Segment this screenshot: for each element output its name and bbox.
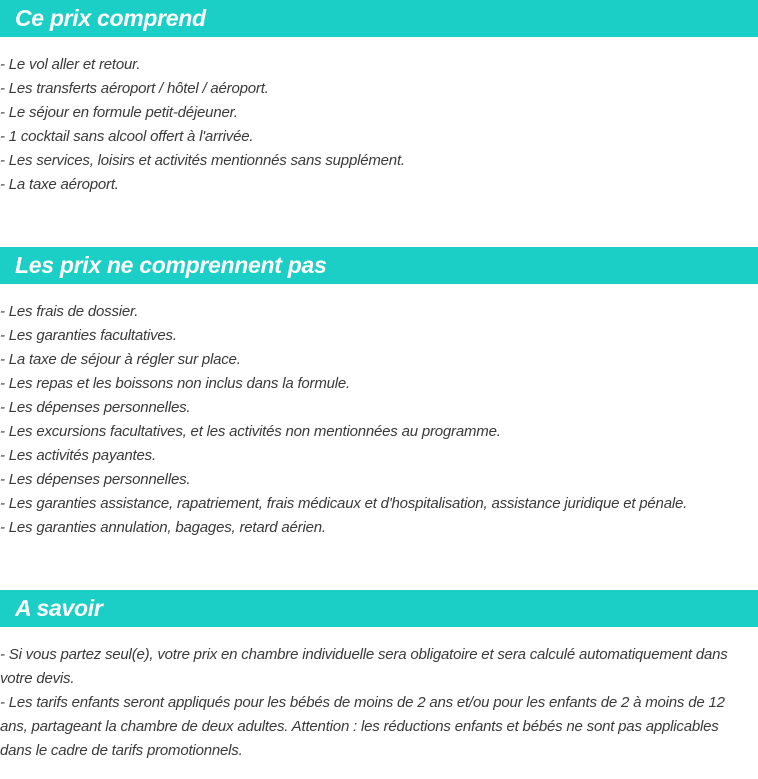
list-item: - Les activités payantes. [0,447,156,464]
info-paragraph-child-rates: - Les tarifs enfants seront appliqués pour les bébés de moins de 2 ans et/ou pour les enfants de 2 à moins de 12 ans, partageant la chambre de deux adultes. Attention : les réductions enfants et bébés ne sont pas applicables dans le cadre de tarifs promotionnels. [0,694,725,759]
list-item: - Les garanties facultatives. [0,327,177,344]
section-title-info: A savoir [0,590,758,627]
list-item: - Les garanties annulation, bagages, retard aérien. [0,519,326,536]
included-list [0,53,758,197]
list-item: - La taxe aéroport. [0,176,119,193]
list-item: - Les dépenses personnelles. [0,399,191,416]
section-title-excluded: Les prix ne comprennent pas [0,247,758,284]
section-title-included: Ce prix comprend [0,0,758,37]
list-item: - Les repas et les boissons non inclus dans la formule. [0,375,351,392]
list-item: - Les dépenses personnelles. [0,471,191,488]
list-item: - Les excursions facultatives, et les activités non mentionnées au programme. [0,423,501,440]
list-item: - La taxe de séjour à régler sur place. [0,351,241,368]
list-item: - 1 cocktail sans alcool offert à l'arrivée. [0,128,254,145]
list-item: - Le séjour en formule petit-déjeuner. [0,104,238,121]
list-item: - Les transferts aéroport / hôtel / aéroport. [0,80,269,97]
list-item: - Les frais de dossier. [0,303,139,320]
list-item: - Le vol aller et retour. [0,56,141,73]
info-paragraph-single-room: - Si vous partez seul(e), votre prix en chambre individuelle sera obligatoire et sera calculé automatiquement dans votre devis. [0,646,728,687]
list-item: - Les garanties assistance, rapatriement, frais médicaux et d'hospitalisation, assistance juridique et pénale. [0,495,688,512]
excluded-list [0,300,758,540]
list-item: - Les services, loisirs et activités mentionnés sans supplément. [0,152,405,169]
